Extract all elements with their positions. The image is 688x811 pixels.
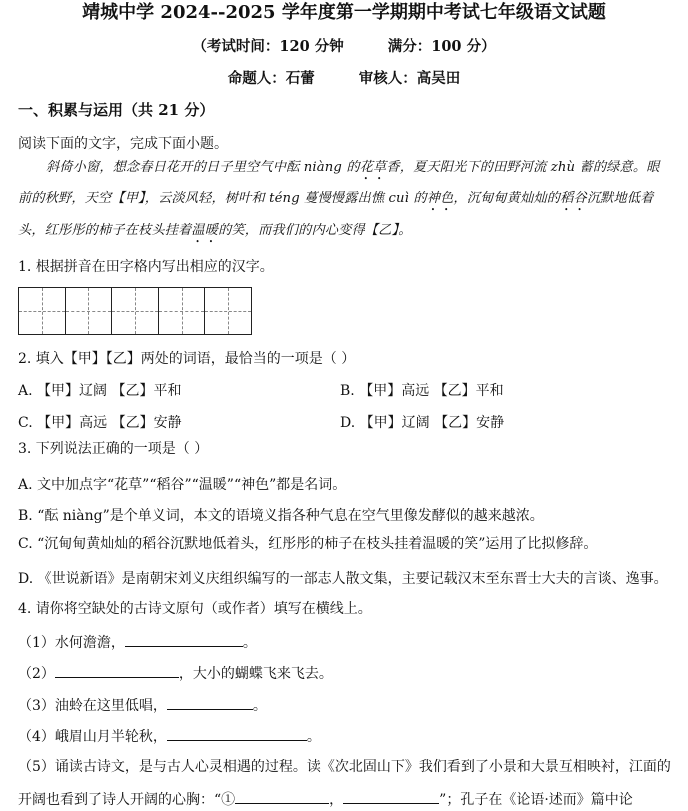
q2-option-a[interactable]: A. 【甲】辽阔 【乙】平和 bbox=[18, 383, 182, 399]
q4-item-2: （2） ，大小的蝴蝶飞来飞去。 bbox=[18, 663, 333, 683]
question-1: 1. 根据拼音在田字格内写出相应的汉字。 bbox=[18, 259, 274, 275]
question-4: 4. 请你将空缺处的古诗文原句（或作者）填写在横线上。 bbox=[18, 601, 372, 617]
reading-intro: 阅读下面的文字，完成下面小题。 bbox=[18, 136, 228, 152]
tianzige-grid[interactable] bbox=[18, 287, 252, 335]
passage-line-2: 前的秋野，天空【甲】，云淡风轻，树叶和 téng 蔓慢慢露出憔 cuì 的神色，沉甸甸黄灿灿的稻谷沉默地低着 bbox=[18, 191, 654, 206]
tianzige-cell[interactable] bbox=[112, 288, 159, 334]
q2-option-b[interactable]: B. 【甲】高远 【乙】平和 bbox=[340, 383, 504, 399]
q3-option-d[interactable]: D. 《世说新语》是南朝宋刘义庆组织编写的一部志人散文集，主要记载汉末至东晋士大夫的言谈、逸事。 bbox=[18, 571, 668, 587]
answer-blank[interactable] bbox=[55, 663, 179, 678]
answer-blank[interactable] bbox=[167, 695, 253, 710]
answer-blank[interactable] bbox=[167, 726, 307, 741]
exam-reviewer: 审核人：高吴田 bbox=[358, 70, 461, 87]
exam-info bbox=[0, 38, 688, 56]
exam-score: 满分：100 分） bbox=[387, 38, 496, 55]
q3-option-a[interactable]: A. 文中加点字“花草”“稻谷”“温暖”“神色”都是名词。 bbox=[18, 477, 347, 493]
q3-option-b[interactable]: B. “酝 niàng”是个单义词，本文的语境义指各种气息在空气里像发酵似的越来越浓。 bbox=[18, 508, 544, 524]
q4-item-3: （3）油蛉在这里低唱， 。 bbox=[18, 695, 267, 715]
q3-option-c[interactable]: C. “沉甸甸黄灿灿的稻谷沉默地低着头，红彤彤的柿子在枝头挂着温暖的笑”运用了比拟修辞。 bbox=[18, 536, 598, 552]
section-heading: 一、积累与运用（共 21 分） bbox=[18, 101, 215, 119]
q4-item-5-line-1: （5）诵读古诗文，是与古人心灵相遇的过程。读《次北固山下》我们看到了小景和大景互相映衬，江面的 bbox=[18, 759, 671, 775]
answer-blank[interactable] bbox=[235, 789, 329, 804]
answer-blank[interactable] bbox=[343, 789, 439, 804]
tianzige-cell[interactable] bbox=[66, 288, 113, 334]
dotted-word-shense: 神色 bbox=[426, 191, 454, 206]
dotted-word-huacao: 花草 bbox=[359, 160, 387, 175]
tianzige-cell[interactable] bbox=[205, 288, 251, 334]
q4-item-5-line-2: 开阔也看到了诗人开阔的心胸：“① ， ”；孔子在《论语·述而》篇中论 bbox=[18, 789, 633, 809]
tianzige-cell[interactable] bbox=[19, 288, 66, 334]
q4-item-4: （4）峨眉山月半轮秋， 。 bbox=[18, 726, 321, 746]
q2-option-c[interactable]: C. 【甲】高远 【乙】安静 bbox=[18, 415, 182, 431]
tianzige-cell[interactable] bbox=[159, 288, 206, 334]
dotted-word-wennuan: 温暖 bbox=[191, 223, 219, 238]
question-3: 3. 下列说法正确的一项是（ ） bbox=[18, 441, 209, 457]
exam-setter: 命题人：石蕾 bbox=[227, 70, 315, 87]
exam-authors bbox=[0, 70, 688, 88]
exam-time: （考试时间：120 分钟 bbox=[192, 38, 344, 55]
dotted-word-daogu: 稻谷 bbox=[560, 191, 587, 206]
question-2: 2. 填入【甲】【乙】两处的词语，最恰当的一项是（ ） bbox=[18, 351, 356, 367]
exam-title: 靖城中学 2024--2025 学年度第一学期期中考试七年级语文试题 bbox=[82, 2, 606, 23]
passage-line-3: 头，红彤彤的柿子在枝头挂着温暖的笑，而我们的内心变得【乙】。 bbox=[18, 223, 412, 238]
q4-item-1: （1）水何澹澹， 。 bbox=[18, 632, 257, 652]
q2-option-d[interactable]: D. 【甲】辽阔 【乙】安静 bbox=[340, 415, 505, 431]
passage-line-1: 斜倚小窗，想念春日花开的日子里空气中酝 niàng 的花草香，夏天阳光下的田野河流 zhù 蓄的绿意。眼 bbox=[46, 160, 660, 175]
answer-blank[interactable] bbox=[125, 632, 243, 647]
